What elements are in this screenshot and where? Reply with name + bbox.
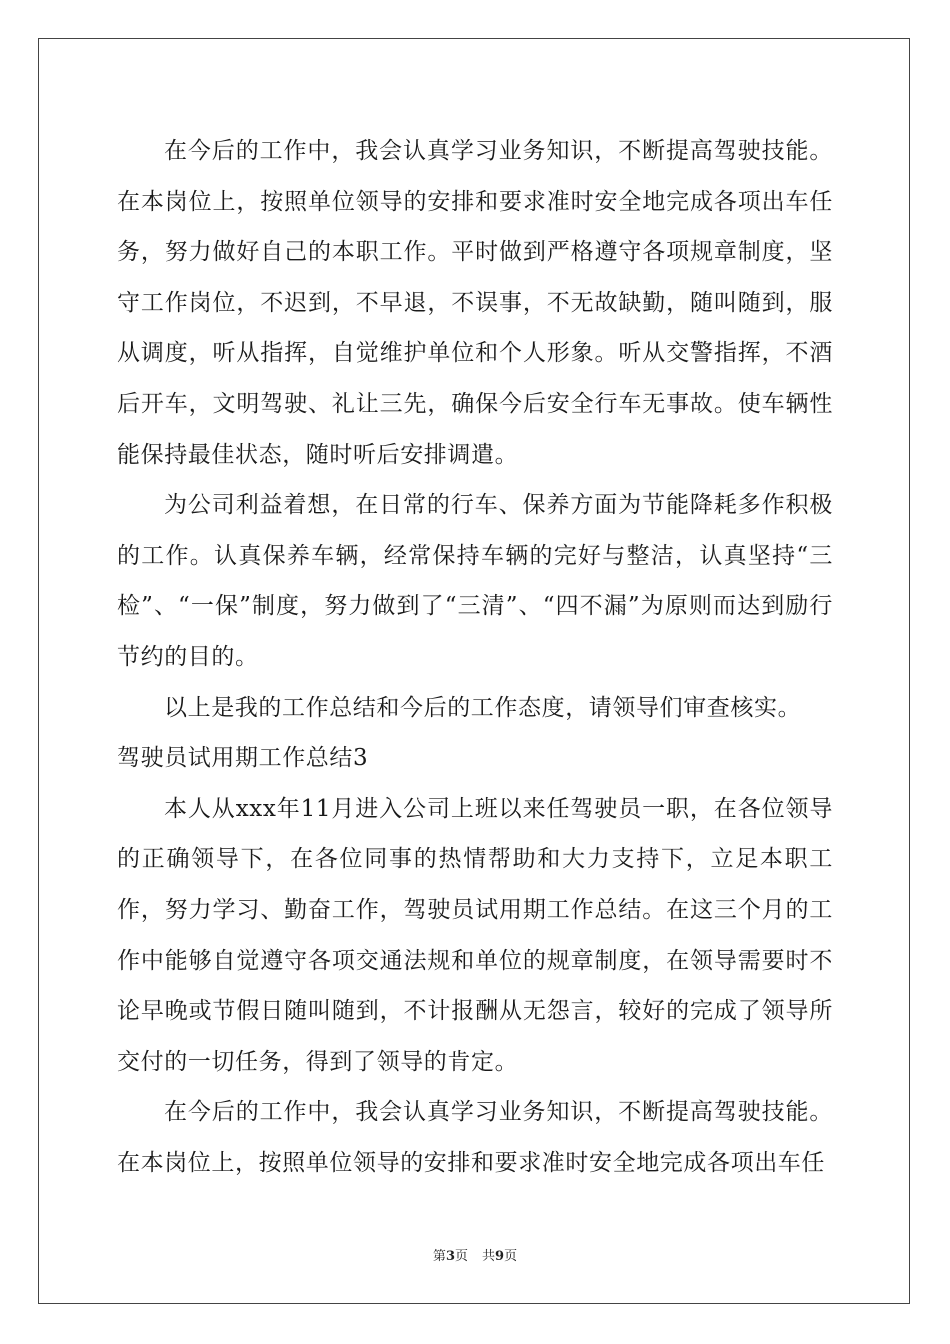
paragraph-2: 为公司利益着想，在日常的行车、保养方面为节能降耗多作积极的工作。认真保养车辆，经常保持车辆的完好与整洁，认真坚持“三检”、“一保”制度，努力做到了“三清”、“四不漏”为原则而达到励行节约的目的。 xyxy=(117,492,833,670)
paragraph-1: 在今后的工作中，我会认真学习业务知识，不断提高驾驶技能。在本岗位上，按照单位领导的安排和要求准时安全地完成各项出车任务，努力做好自己的本职工作。平时做到严格遵守各项规章制度，坚守工作岗位，不迟到，不早退，不误事，不无故缺勤，随叫随到，服从调度，听从指挥，自觉维护单位和个人形象。听从交警指挥，不酒后开车，文明驾驶、礼让三先，确保今后安全行车无事故。使车辆性能保持最佳状态，随时听后安排调遣。 xyxy=(117,138,833,468)
document-body xyxy=(117,126,833,1188)
footer-page-suffix: 页 xyxy=(454,1249,468,1264)
footer-total-pages: 9 xyxy=(495,1249,505,1264)
footer-total-suffix: 页 xyxy=(504,1249,518,1264)
footer-total-prefix: 共 xyxy=(482,1249,496,1264)
page-footer xyxy=(0,1245,950,1264)
paragraph-5: 在今后的工作中，我会认真学习业务知识，不断提高驾驶技能。在本岗位上，按照单位领导的安排和要求准时安全地完成各项出车任 xyxy=(117,1099,833,1176)
footer-page-number: 3 xyxy=(445,1249,455,1264)
paragraph-4: 本人从xxx年11月进入公司上班以来任驾驶员一职，在各位领导的正确领导下，在各位同事的热情帮助和大力支持下，立足本职工作，努力学习、勤奋工作，驾驶员试用期工作总结。在这三个月的工作中能够自觉遵守各项交通法规和单位的规章制度，在领导需要时不论早晚或节假日随叫随到，不计报酬从无怨言，较好的完成了领导所交付的一切任务，得到了领导的肯定。 xyxy=(117,795,833,1075)
footer-page-prefix: 第 xyxy=(432,1249,446,1264)
section-heading: 驾驶员试用期工作总结3 xyxy=(117,745,369,772)
paragraph-3: 以上是我的工作总结和今后的工作态度，请领导们审查核实。 xyxy=(164,694,802,721)
